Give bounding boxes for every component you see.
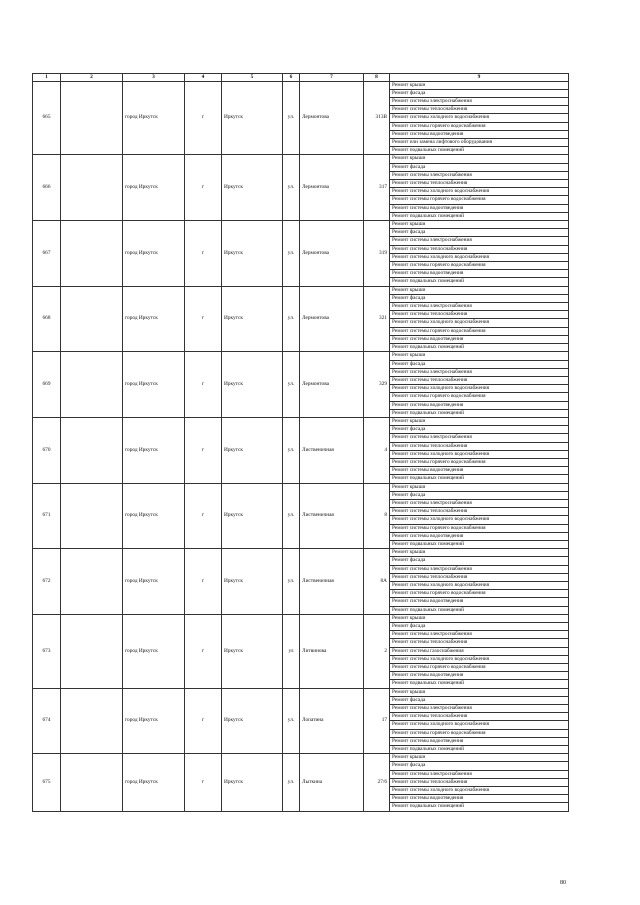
repair-work-item: Ремонт системы водоотведения (390, 467, 569, 475)
repair-work-item: Ремонт системы водоотведения (390, 270, 569, 278)
row-blank-cell (61, 155, 123, 221)
repair-work-item: Ремонт системы теплоснабжения (390, 442, 569, 450)
table-row (33, 549, 569, 557)
repair-work-item: Ремонт системы теплоснабжения (390, 311, 569, 319)
row-street: Лопатина (300, 688, 364, 754)
row-house-number: 8А (364, 549, 390, 615)
repair-work-item: Ремонт системы горячего водоснабжения (390, 262, 569, 270)
repair-work-item: Ремонт фасада (390, 426, 569, 434)
repair-work-item: Ремонт системы горячего водоснабжения (390, 729, 569, 737)
repair-work-item: Ремонт крыши (390, 286, 569, 294)
table-row (33, 286, 569, 294)
row-blank-cell (61, 81, 123, 155)
repair-work-item: Ремонт системы горячего водоснабжения (390, 664, 569, 672)
repair-work-item: Ремонт или замена лифтового оборудования (390, 139, 569, 147)
row-house-number: 321 (364, 286, 390, 352)
repair-work-item: Ремонт крыши (390, 688, 569, 696)
repair-work-item: Ремонт подвальных помещений (390, 212, 569, 220)
row-street: Лермонтова (300, 221, 364, 287)
repair-work-item: Ремонт системы холодного водоснабжения (390, 253, 569, 261)
repair-work-item: Ремонт системы теплоснабжения (390, 180, 569, 188)
row-blank-cell (61, 352, 123, 418)
repair-work-item: Ремонт крыши (390, 754, 569, 762)
row-street: Лиственичная (300, 417, 364, 483)
row-municipality: город Иркутск (123, 483, 185, 549)
repair-work-item: Ремонт системы теплоснабжения (390, 376, 569, 384)
repair-work-item: Ремонт фасада (390, 89, 569, 97)
row-blank-cell (61, 221, 123, 287)
row-city: Иркутск (222, 352, 283, 418)
repair-work-item: Ремонт системы водоотведения (390, 672, 569, 680)
table-row (33, 483, 569, 491)
row-street-type: ул. (283, 286, 300, 352)
row-street: Лермонтова (300, 352, 364, 418)
column-number-header-row (33, 74, 569, 82)
repair-work-item: Ремонт фасада (390, 696, 569, 704)
row-number: 665 (33, 81, 61, 155)
row-number: 674 (33, 688, 61, 754)
repair-work-item: Ремонт системы горячего водоснабжения (390, 196, 569, 204)
repair-work-item: Ремонт системы водоотведения (390, 532, 569, 540)
repair-work-item: Ремонт системы водоотведения (390, 401, 569, 409)
column-header: 9 (390, 74, 569, 82)
row-locality-type: г (185, 81, 222, 155)
row-locality-type: г (185, 155, 222, 221)
repair-work-item: Ремонт системы водоотведения (390, 795, 569, 803)
row-street: Лермонтова (300, 286, 364, 352)
row-street-type: ул. (283, 549, 300, 615)
row-number: 668 (33, 286, 61, 352)
repair-work-item: Ремонт фасада (390, 163, 569, 171)
table-row (33, 221, 569, 229)
row-house-number: 319 (364, 221, 390, 287)
row-house-number: 329 (364, 352, 390, 418)
row-municipality: город Иркутск (123, 614, 185, 688)
repair-work-item: Ремонт подвальных помещений (390, 540, 569, 548)
table-row (33, 417, 569, 425)
column-header: 2 (61, 74, 123, 82)
row-city: Иркутск (222, 155, 283, 221)
row-number: 666 (33, 155, 61, 221)
repair-work-item: Ремонт системы теплоснабжения (390, 573, 569, 581)
row-blank-cell (61, 754, 123, 811)
repair-work-item: Ремонт системы горячего водоснабжения (390, 524, 569, 532)
row-number: 667 (33, 221, 61, 287)
repair-work-item: Ремонт системы водоотведения (390, 130, 569, 138)
row-street: Литвинова (300, 614, 364, 688)
repair-work-item: Ремонт крыши (390, 352, 569, 360)
repair-work-item: Ремонт системы электроснабжения (390, 303, 569, 311)
row-blank-cell (61, 483, 123, 549)
repair-work-item: Ремонт системы электроснабжения (390, 499, 569, 507)
repair-work-item: Ремонт системы электроснабжения (390, 237, 569, 245)
column-header: 4 (185, 74, 222, 82)
table-row (33, 688, 569, 696)
repair-work-item: Ремонт крыши (390, 549, 569, 557)
row-street-type: ул. (283, 81, 300, 155)
page-number: 80 (560, 880, 566, 886)
row-house-number: 17 (364, 688, 390, 754)
table-body (33, 74, 569, 812)
repair-work-item: Ремонт фасада (390, 360, 569, 368)
row-number: 675 (33, 754, 61, 811)
table-row (33, 81, 569, 89)
row-street: Лиственичная (300, 549, 364, 615)
row-city: Иркутск (222, 549, 283, 615)
repair-work-item: Ремонт подвальных помещений (390, 803, 569, 811)
repair-work-item: Ремонт системы водоотведения (390, 335, 569, 343)
repair-work-item: Ремонт системы теплоснабжения (390, 778, 569, 786)
repair-work-item: Ремонт системы холодного водоснабжения (390, 385, 569, 393)
repair-work-item: Ремонт системы электроснабжения (390, 171, 569, 179)
repair-work-item: Ремонт фасада (390, 491, 569, 499)
row-number: 670 (33, 417, 61, 483)
repair-work-item: Ремонт системы теплоснабжения (390, 713, 569, 721)
row-locality-type: г (185, 352, 222, 418)
repair-work-item: Ремонт системы холодного водоснабжения (390, 655, 569, 663)
repair-work-item: Ремонт фасада (390, 294, 569, 302)
row-house-number: 313В (364, 81, 390, 155)
row-city: Иркутск (222, 221, 283, 287)
table-row (33, 614, 569, 622)
row-city: Иркутск (222, 688, 283, 754)
repair-work-item: Ремонт системы горячего водоснабжения (390, 458, 569, 466)
repair-work-item: Ремонт системы холодного водоснабжения (390, 721, 569, 729)
row-municipality: город Иркутск (123, 81, 185, 155)
repair-work-item: Ремонт фасада (390, 229, 569, 237)
repair-work-item: Ремонт системы горячего водоснабжения (390, 327, 569, 335)
row-blank-cell (61, 688, 123, 754)
row-house-number: 27/6 (364, 754, 390, 811)
row-street-type: ул. (283, 688, 300, 754)
row-house-number: 8 (364, 483, 390, 549)
repair-work-item: Ремонт системы теплоснабжения (390, 639, 569, 647)
table-row (33, 352, 569, 360)
column-header: 1 (33, 74, 61, 82)
row-municipality: город Иркутск (123, 688, 185, 754)
column-header: 8 (364, 74, 390, 82)
table-row (33, 155, 569, 163)
repair-work-item: Ремонт фасада (390, 557, 569, 565)
row-municipality: город Иркутск (123, 754, 185, 811)
repair-work-item: Ремонт крыши (390, 483, 569, 491)
row-locality-type: г (185, 549, 222, 615)
row-street: Лыткина (300, 754, 364, 811)
row-number: 673 (33, 614, 61, 688)
row-street: Лиственичная (300, 483, 364, 549)
repair-work-item: Ремонт системы электроснабжения (390, 631, 569, 639)
repair-work-item: Ремонт системы электроснабжения (390, 565, 569, 573)
repair-work-item: Ремонт крыши (390, 614, 569, 622)
row-municipality: город Иркутск (123, 352, 185, 418)
repair-work-item: Ремонт крыши (390, 221, 569, 229)
repair-work-item: Ремонт подвальных помещений (390, 409, 569, 417)
row-blank-cell (61, 417, 123, 483)
repair-work-item: Ремонт системы теплоснабжения (390, 245, 569, 253)
repair-work-item: Ремонт системы водоотведения (390, 737, 569, 745)
row-municipality: город Иркутск (123, 221, 185, 287)
repair-work-item: Ремонт подвальных помещений (390, 278, 569, 286)
row-number: 671 (33, 483, 61, 549)
row-locality-type: г (185, 483, 222, 549)
row-blank-cell (61, 286, 123, 352)
row-city: Иркутск (222, 81, 283, 155)
repair-work-item: Ремонт подвальных помещений (390, 344, 569, 352)
row-locality-type: г (185, 614, 222, 688)
row-locality-type: г (185, 221, 222, 287)
repair-work-item: Ремонт системы горячего водоснабжения (390, 122, 569, 130)
repair-work-item: Ремонт крыши (390, 81, 569, 89)
repair-work-item: Ремонт системы электроснабжения (390, 705, 569, 713)
repair-work-item: Ремонт системы водоотведения (390, 598, 569, 606)
repair-work-item: Ремонт системы горячего водоснабжения (390, 393, 569, 401)
row-city: Иркутск (222, 483, 283, 549)
repair-work-item: Ремонт системы электроснабжения (390, 368, 569, 376)
column-header: 7 (300, 74, 364, 82)
row-number: 669 (33, 352, 61, 418)
repair-work-item: Ремонт системы теплоснабжения (390, 106, 569, 114)
repair-work-item: Ремонт подвальных помещений (390, 606, 569, 614)
row-city: Иркутск (222, 614, 283, 688)
row-street-type: ул. (283, 352, 300, 418)
repair-work-item: Ремонт подвальных помещений (390, 746, 569, 754)
repair-work-item: Ремонт системы холодного водоснабжения (390, 114, 569, 122)
repair-work-item: Ремонт системы водоотведения (390, 204, 569, 212)
repair-work-item: Ремонт системы холодного водоснабжения (390, 581, 569, 589)
housing-repair-table (32, 73, 569, 812)
row-municipality: город Иркутск (123, 155, 185, 221)
repair-work-item: Ремонт системы холодного водоснабжения (390, 188, 569, 196)
row-blank-cell (61, 614, 123, 688)
repair-work-item: Ремонт фасада (390, 762, 569, 770)
repair-work-item: Ремонт системы горячего водоснабжения (390, 590, 569, 598)
repair-work-item: Ремонт системы электроснабжения (390, 770, 569, 778)
row-house-number: 317 (364, 155, 390, 221)
repair-work-item: Ремонт подвальных помещений (390, 147, 569, 155)
row-city: Иркутск (222, 417, 283, 483)
row-street-type: ул (283, 614, 300, 688)
row-locality-type: г (185, 754, 222, 811)
row-street-type: ул. (283, 417, 300, 483)
row-city: Иркутск (222, 286, 283, 352)
row-locality-type: г (185, 417, 222, 483)
repair-work-item: Ремонт системы газоснабжения (390, 647, 569, 655)
row-city: Иркутск (222, 754, 283, 811)
row-locality-type: г (185, 286, 222, 352)
repair-work-item: Ремонт системы электроснабжения (390, 98, 569, 106)
row-street: Лермонтова (300, 155, 364, 221)
repair-work-item: Ремонт подвальных помещений (390, 475, 569, 483)
repair-work-item: Ремонт фасада (390, 623, 569, 631)
row-locality-type: г (185, 688, 222, 754)
row-municipality: город Иркутск (123, 417, 185, 483)
row-street-type: ул. (283, 754, 300, 811)
column-header: 6 (283, 74, 300, 82)
repair-work-item: Ремонт системы холодного водоснабжения (390, 450, 569, 458)
row-street: Лермонтова (300, 81, 364, 155)
repair-work-item: Ремонт системы холодного водоснабжения (390, 319, 569, 327)
column-header: 5 (222, 74, 283, 82)
row-street-type: ул. (283, 483, 300, 549)
row-municipality: город Иркутск (123, 549, 185, 615)
row-blank-cell (61, 549, 123, 615)
repair-work-item: Ремонт системы теплоснабжения (390, 508, 569, 516)
repair-work-item: Ремонт системы холодного водоснабжения (390, 787, 569, 795)
repair-work-item: Ремонт системы электроснабжения (390, 434, 569, 442)
row-house-number: 2 (364, 614, 390, 688)
row-municipality: город Иркутск (123, 286, 185, 352)
repair-work-item: Ремонт крыши (390, 417, 569, 425)
repair-work-item: Ремонт системы холодного водоснабжения (390, 516, 569, 524)
row-house-number: 4 (364, 417, 390, 483)
row-street-type: ул. (283, 221, 300, 287)
table-row (33, 754, 569, 762)
row-street-type: ул. (283, 155, 300, 221)
repair-work-item: Ремонт крыши (390, 155, 569, 163)
repair-work-item: Ремонт подвальных помещений (390, 680, 569, 688)
column-header: 3 (123, 74, 185, 82)
row-number: 672 (33, 549, 61, 615)
